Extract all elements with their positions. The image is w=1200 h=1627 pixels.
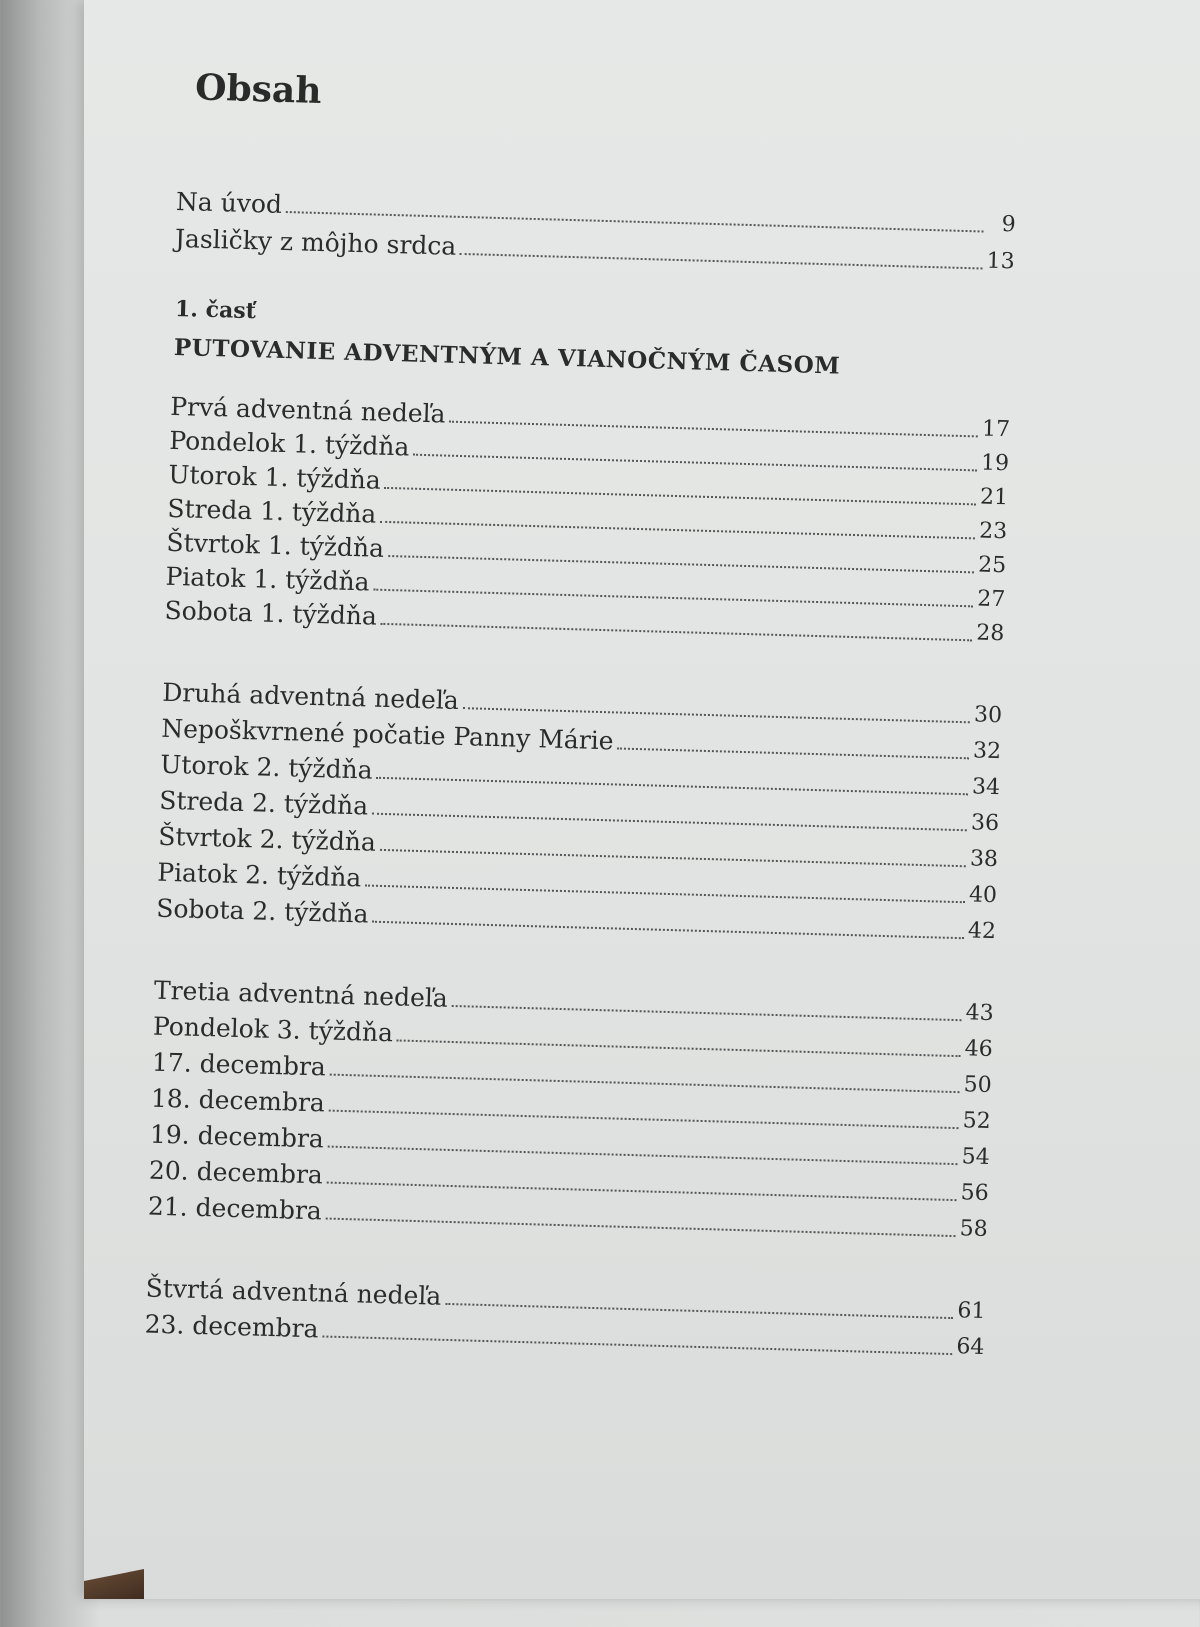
toc-entry-label: Pondelok 1. týždňa [168,425,410,462]
toc-entry-label: Štvrtá adventná nedeľa [145,1273,442,1311]
toc-entry-label: Piatok 2. týždňa [156,857,362,893]
toc-entry-label: Nepoškvrnené počatie Panny Márie [160,713,614,756]
toc-entry-page: 17 [981,416,1011,443]
toc-entry-page: 40 [968,882,998,909]
toc-entry-label: Tretia adventná nedeľa [153,975,449,1013]
toc-entry-label: Druhá adventná nedeľa [161,677,460,716]
toc-entry-page: 56 [960,1180,990,1207]
toc-entry-page: 27 [976,586,1006,613]
toc-entry-label: Sobota 2. týždňa [155,893,369,929]
toc-entry-label: Streda 2. týždňa [158,785,369,821]
toc-entry-label: Pondelok 3. týždňa [152,1011,394,1048]
toc-entry-label: 21. decembra [147,1191,323,1226]
dot-leader [617,746,969,759]
toc-entry-label: 23. decembra [144,1309,319,1344]
page-title: Obsah [194,66,323,112]
toc-entry-label: 19. decembra [149,1119,325,1154]
toc-entry-page: 13 [986,248,1016,275]
toc-entry-page: 32 [972,738,1002,765]
toc-entry-page: 64 [956,1334,985,1360]
toc-entry-page: 25 [977,552,1007,579]
toc-entry-page: 50 [963,1072,993,1099]
toc-entry-label: Sobota 1. týždňa [164,595,378,631]
toc-entry-page: 36 [970,810,1000,837]
dot-leader [326,1217,956,1238]
toc-entry-label: Utorok 1. týždňa [168,459,382,495]
dot-leader [452,1004,962,1021]
toc-entry-label: 17. decembra [151,1047,327,1082]
toc-entry-label: Štvrtok 1. týždňa [166,527,385,563]
toc-entry-label: Utorok 2. týždňa [159,749,374,785]
toc-entry-page: 9 [1001,212,1017,238]
toc-entry-page: 54 [961,1144,991,1171]
toc-entry-label: Štvrtok 2. týždňa [157,821,377,857]
toc-entry-label: Na úvod [175,186,283,219]
toc-entry-page: 19 [980,450,1010,477]
toc-entry-page: 58 [959,1216,989,1243]
toc-entry-page: 38 [969,846,999,873]
dot-leader [322,1334,952,1355]
toc-entry-label: Piatok 1. týždňa [165,561,370,597]
dot-leader [460,252,982,270]
toc-entry-page: 34 [971,774,1001,801]
toc-entry-label: 20. decembra [148,1155,324,1190]
part-heading: PUTOVANIE ADVENTNÝM A VIANOČNÝM ČASOM [173,333,841,380]
toc-entry-page: 43 [965,1000,995,1027]
dot-leader [381,622,973,642]
toc-entry-label: 18. decembra [150,1083,326,1118]
dot-leader [463,706,970,723]
dot-leader [372,920,964,940]
toc-entry-page: 28 [975,620,1005,647]
toc-entry-page: 30 [973,702,1003,729]
toc-entry-page: 42 [967,918,997,945]
dot-leader [445,1302,953,1319]
toc-entry-page: 21 [979,484,1009,511]
toc-entry-label: Jasličky z môjho srdca [174,223,457,261]
toc-entry-label: Prvá adventná nedeľa [169,391,446,429]
toc-entry-label: Streda 1. týždňa [167,493,377,529]
toc-entry-page: 52 [962,1108,992,1135]
part-number: 1. časť [174,295,257,325]
toc-entry-page: 46 [964,1036,994,1063]
toc-entry-page: 61 [957,1298,986,1324]
toc-entry-page: 23 [978,518,1008,545]
